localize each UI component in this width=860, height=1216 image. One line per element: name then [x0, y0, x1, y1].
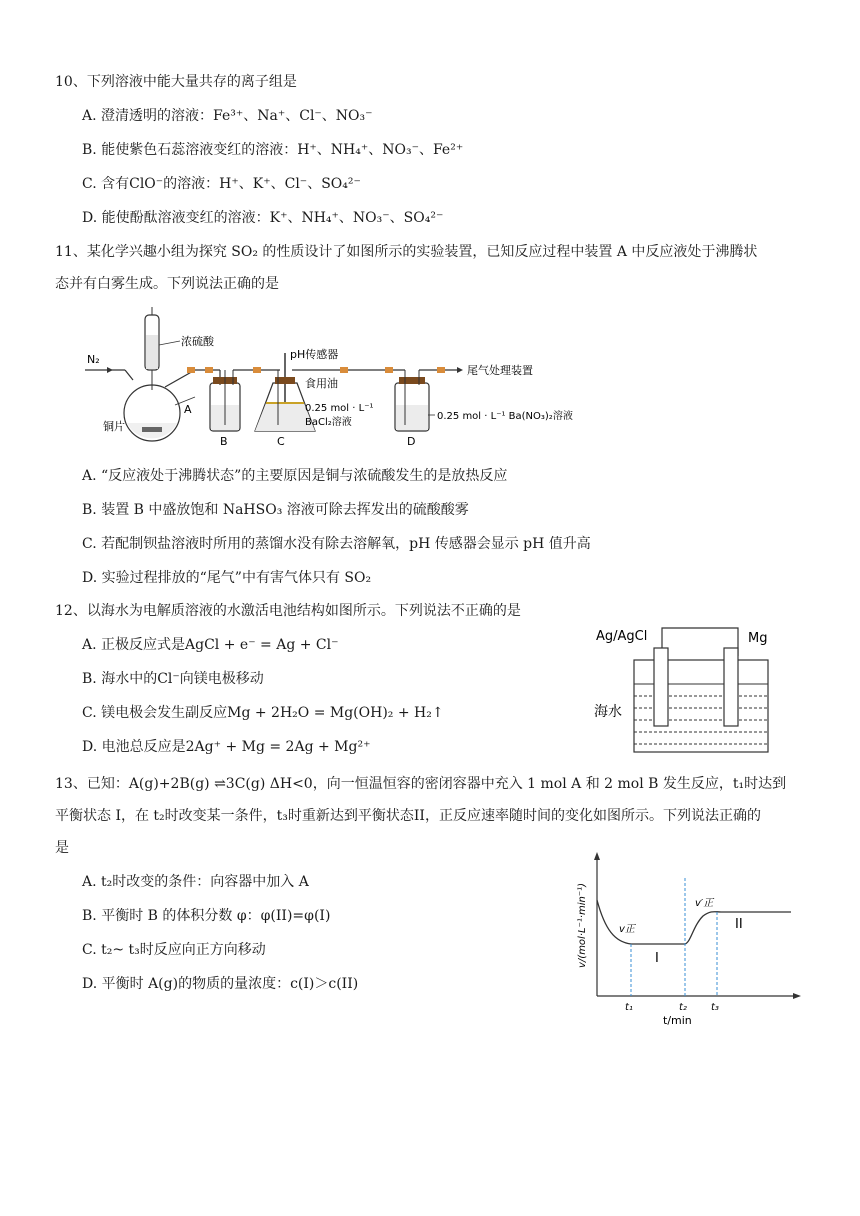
q13-option-a: A. t₂时改变的条件：向容器中加入 A — [82, 874, 309, 890]
agcl-electrode — [654, 648, 668, 726]
q10-option-b: B. 能使紫色石蕊溶液变红的溶液：H⁺、NH₄⁺、NO₃⁻、Fe²⁺ — [82, 142, 464, 158]
q13-option-c: C. t₂~ t₃时反应向正方向移动 — [82, 942, 266, 958]
state-1-label: I — [655, 951, 659, 966]
copper-pieces — [142, 427, 162, 432]
seawater-label: 海水 — [594, 704, 622, 720]
q10-option-d: D. 能使酚酞溶液变红的溶液：K⁺、NH₄⁺、NO₃⁻、SO₄²⁻ — [82, 210, 444, 226]
t1-tick: t₁ — [625, 1002, 633, 1013]
q12-option-d: D. 电池总反应是2Ag⁺ + Mg = 2Ag + Mg²⁺ — [82, 739, 371, 755]
q10-stem: 10、下列溶液中能大量共存的离子组是 — [55, 74, 297, 90]
n2-arrow — [107, 367, 113, 373]
mg-electrode — [724, 648, 738, 726]
q11-option-a: A. “反应液处于沸腾状态”的主要原因是铜与浓硫酸发生的是放热反应 — [82, 468, 508, 484]
q12-stem: 12、以海水为电解质溶液的水激活电池结构如图所示。下列说法不正确的是 — [55, 603, 521, 619]
state-2-label: II — [735, 917, 743, 932]
q13-option-b: B. 平衡时 B 的体积分数 φ：φ(II)=φ(I) — [82, 908, 331, 924]
q11-apparatus-figure — [85, 305, 645, 455]
agcl-label: Ag/AgCl — [596, 629, 648, 644]
bano3-label: 0.25 mol · L⁻¹ Ba(NO₃)₂溶液 — [437, 411, 573, 422]
v-forward-label: v正 — [619, 924, 635, 935]
q11-option-c: C. 若配制钡盐溶液时所用的蒸馏水没有除去溶解氧，pH 传感器会显示 pH 值升高 — [82, 536, 591, 552]
q13-stem-line2: 平衡状态 I，在 t₂时改变某一条件，t₃时重新达到平衡状态II，正反应速率随时间的变化如图所示。下列说法正确的 — [55, 808, 761, 824]
t3-tick: t₃ — [711, 1002, 719, 1013]
q12-battery-figure — [588, 620, 788, 755]
bacl2-conc-label: 0.25 mol · L⁻¹ — [305, 403, 374, 414]
q10-option-c: C. 含有ClO⁻的溶液：H⁺、K⁺、Cl⁻、SO₄²⁻ — [82, 176, 361, 192]
q11-stem-line1: 11、某化学兴趣小组为探究 SO₂ 的性质设计了如图所示的实验装置，已知反应过程中装置 A 中反应液处于沸腾状 — [55, 244, 758, 260]
q11-option-b: B. 装置 B 中盛放饱和 NaHSO₃ 溶液可除去挥发出的硫酸酸雾 — [82, 502, 469, 518]
copper-label: 铜片 — [103, 420, 125, 433]
q10-option-a: A. 澄清透明的溶液：Fe³⁺、Na⁺、Cl⁻、NO₃⁻ — [82, 108, 373, 124]
t2-tick: t₂ — [679, 1002, 687, 1013]
b-label: B — [220, 435, 228, 448]
ph-label: pH传感器 — [290, 348, 339, 361]
bacl2-label: BaCl₂溶液 — [305, 417, 352, 428]
c-label: C — [277, 435, 285, 448]
q12-option-a: A. 正极反应式是AgCl + e⁻ = Ag + Cl⁻ — [82, 637, 339, 653]
oil-label: 食用油 — [305, 377, 338, 390]
q13-rate-graph — [565, 850, 805, 1030]
x-axis-label: t/min — [663, 1014, 692, 1027]
rate-curve — [597, 900, 791, 944]
d-label: D — [407, 435, 416, 448]
a-label: A — [184, 403, 192, 416]
n2-label: N₂ — [87, 353, 100, 366]
mg-label: Mg — [748, 631, 768, 646]
acid-label: 浓硫酸 — [181, 335, 214, 348]
q13-option-d: D. 平衡时 A(g)的物质的量浓度：c(I)＞c(II) — [82, 976, 359, 992]
q11-option-d: D. 实验过程排放的“尾气”中有害气体只有 SO₂ — [82, 570, 372, 586]
q12-option-b: B. 海水中的Cl⁻向镁电极移动 — [82, 671, 264, 687]
y-axis-label: v/(mol·L⁻¹·min⁻¹) — [577, 882, 588, 968]
q11-stem-line2: 态并有白雾生成。下列说法正确的是 — [55, 276, 279, 292]
q13-stem-line1: 13、已知：A(g)+2B(g) ⇌3C(g) ΔH<0，向一恒温恒容的密闭容器中充入 1 mol A 和 2 mol B 发生反应，t₁时达到 — [55, 776, 787, 792]
tail-label: 尾气处理装置 — [467, 364, 533, 377]
v-forward-prime-label: v′正 — [695, 898, 714, 909]
q12-option-c: C. 镁电极会发生副反应Mg + 2H₂O = Mg(OH)₂ + H₂↑ — [82, 705, 444, 721]
q13-stem-line3: 是 — [55, 840, 69, 856]
